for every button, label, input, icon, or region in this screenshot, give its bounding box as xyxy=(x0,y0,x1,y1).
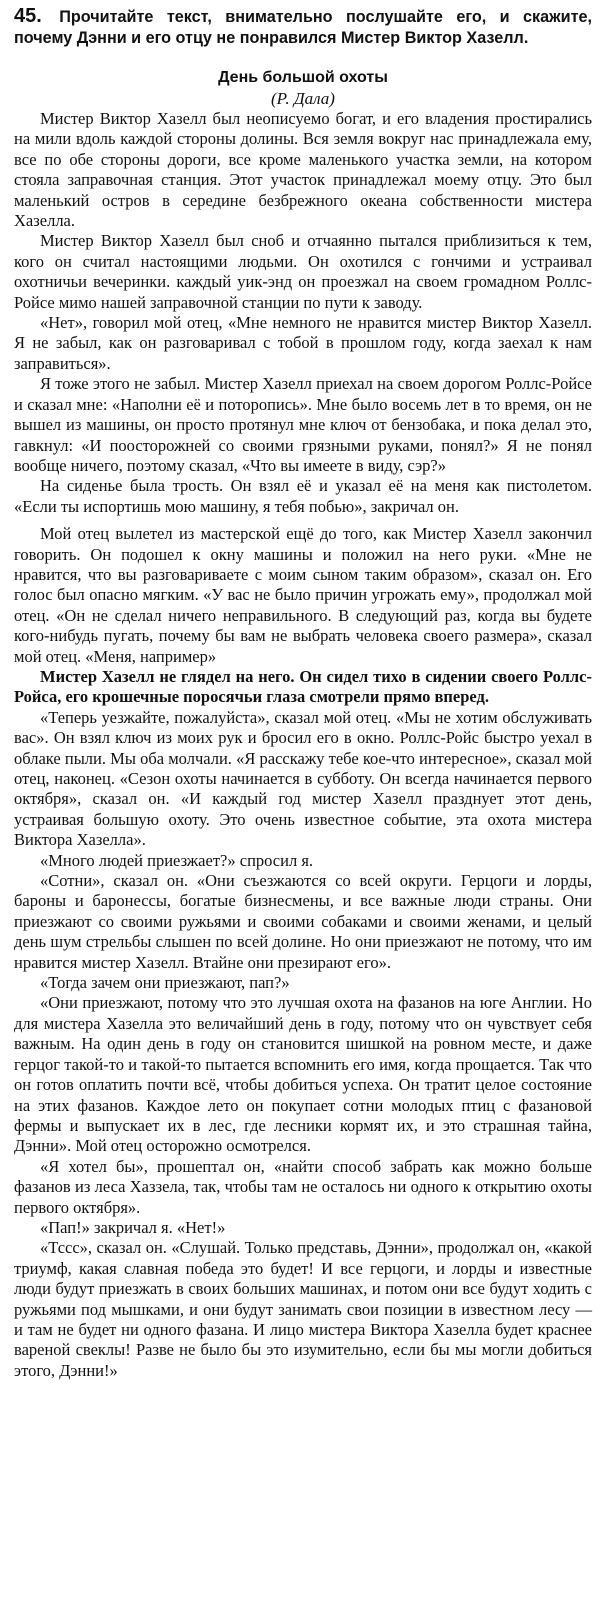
story-body xyxy=(14,109,592,1381)
story-author: (Р. Дала) xyxy=(271,89,335,108)
paragraph: «Много людей приезжает?» спросил я. xyxy=(40,850,314,870)
paragraph: «Я хотел бы», прошептал он, «найти способ забрать как можно больше фазанов из леса Хаззела, так, чтобы там не осталось ни одного к открытию охоты первого октября». xyxy=(14,1156,592,1217)
paragraph: «Тогда зачем они приезжают, пап?» xyxy=(40,973,290,993)
paragraph: «Нет», говорил мой отец, «Мне немного не нравится мистер Виктор Хазелл. Я не забыл, как он разговаривал с тобой в прошлом году, когда заехал к нам заправиться». xyxy=(14,313,592,373)
task-instruction xyxy=(14,6,592,49)
paragraph: «Они приезжают, потому что это лучшая охота на фазанов на юге Англии. Но для мистера Хазелла это величайший день в году, потому что он чувствует себя важным. На один день в году он становится шишкой на ровном месте, и даже герцог такой-то и такой-то пытается вспомнить его имя, когда прощается. Так что он готов оплатить почти всё, чтобы добиться успеха. Он тратит целое состояние на этих фазанов. Каждое лето он покупает сотни молодых птиц с фазановой фермы и выпускает их в лес, где лесники кормят их, и это страшная тайна, Дэнни». Мой отец осторожно осмотрелся. xyxy=(14,993,592,1156)
task-number: 45. xyxy=(14,5,42,27)
paragraph: «Тссс», сказал он. «Слушай. Только представь, Дэнни», продолжал он, «какой триумф, какая славная победа это будет! И все герцоги, и лорды и известные люди будут приезжать в своих больших машинах, и потом они все будут ходить с ружьями под мышками, и они будут занимать свои позиции в известном лесу — и там не будет ни одного фазана. И лицо мистера Виктора Хазелла будет краснее вареной свеклы! Разве не было бы это изумительно, если бы мы могли добиться этого, Дэнни!» xyxy=(14,1238,592,1380)
story-title: День большой охоты xyxy=(218,69,388,86)
task-text: Прочитайте текст, внимательно послушайте его, и скажите, почему Дэнни и его отцу не понравился Мистер Виктор Хазелл. xyxy=(14,8,592,47)
paragraph: Мистер Хазелл не глядел на него. Он сидел тихо в сидении своего Роллс-Ройса, его крошечные поросячьи глаза смотрели прямо вперед. xyxy=(14,666,592,707)
paragraph: Я тоже этого не забыл. Мистер Хазелл приехал на своем дорогом Роллс-Ройсе и сказал мне: «Наполни её и поторопись». Мне было восемь лет в то время, он не вышел из машины, он просто протянул мне ключ от бензобака, и пока делал это, гавкнул: «И поосторожней со своими грязными руками, понял?» Я не понял вообще ничего, поэтому сказал, «Что вы имеете в виду, сэр?» xyxy=(14,374,592,475)
paragraph: Мистер Виктор Хазелл был сноб и отчаянно пытался приблизиться к тем, кого он считал настоящими людьми. Он охотился с гончими и устраивал охотничьи вечеринки. каждый уик-энд он проезжал на своем громадном Роллс-Ройсе мимо нашей заправочной станции по пути к заводу. xyxy=(14,231,592,312)
paragraph: «Теперь уезжайте, пожалуйста», сказал мой отец. «Мы не хотим обслуживать вас». Он взял ключ из моих рук и бросил его в окно. Роллс-Ройс быстро уехал в облаке пыли. Мы оба молчали. «Я расскажу тебе кое-что интересное», сказал мой отец, наконец. «Сезон охоты начинается в субботу. Он всегда начинается первого октября», сказал он. «И каждый год мистер Хазелл празднует этот день, устраивая большую охоту. Это очень известное событие, эта охота мистера Виктора Хазелла». xyxy=(14,707,592,850)
paragraph: Мой отец вылетел из мастерской ещё до того, как Мистер Хазелл закончил говорить. Он подошел к окну машины и положил на него руки. «Мне не нравится, что вы разговариваете с моим сыном таким образом», сказал он. Его голос был опасно мягким. «У вас не было причин угрожать ему», продолжал мой отец. «Он не сделал ничего неправильного. В следующий раз, когда вы будете кого-нибудь пугать, почему бы вам не выбрать человека своего размера», сказал мой отец. «Меня, например» xyxy=(14,524,592,666)
paragraph: Мистер Виктор Хазелл был неописуемо богат, и его владения простирались на мили вдоль каждой стороны долины. Вся земля вокруг нас принадлежала ему, все по обе стороны дороги, все кроме маленького участка земли, на котором стояла заправочная станция. Этот участок принадлежал моему отцу. Это был маленький остров в середине безбрежного океана собственности мистера Хазелла. xyxy=(14,109,592,231)
paragraph: «Пап!» закричал я. «Нет!» xyxy=(40,1217,226,1237)
paragraph: «Сотни», сказал он. «Они съезжаются со всей округи. Герцоги и лорды, бароны и баронессы, богатые бизнесмены, и все важные люди страны. Они приезжают со своими ружьями и своими собаками и своими женами, и целый день шум стрельбы слышен по всей долине. Но они приезжают не потому, что им нравится мистер Хазелл. Втайне они презирают его». xyxy=(14,871,592,972)
paragraph: На сиденье была трость. Он взял её и указал её на меня как пистолетом. «Если ты испортишь мою машину, я тебя побью», закричал он. xyxy=(14,476,592,516)
